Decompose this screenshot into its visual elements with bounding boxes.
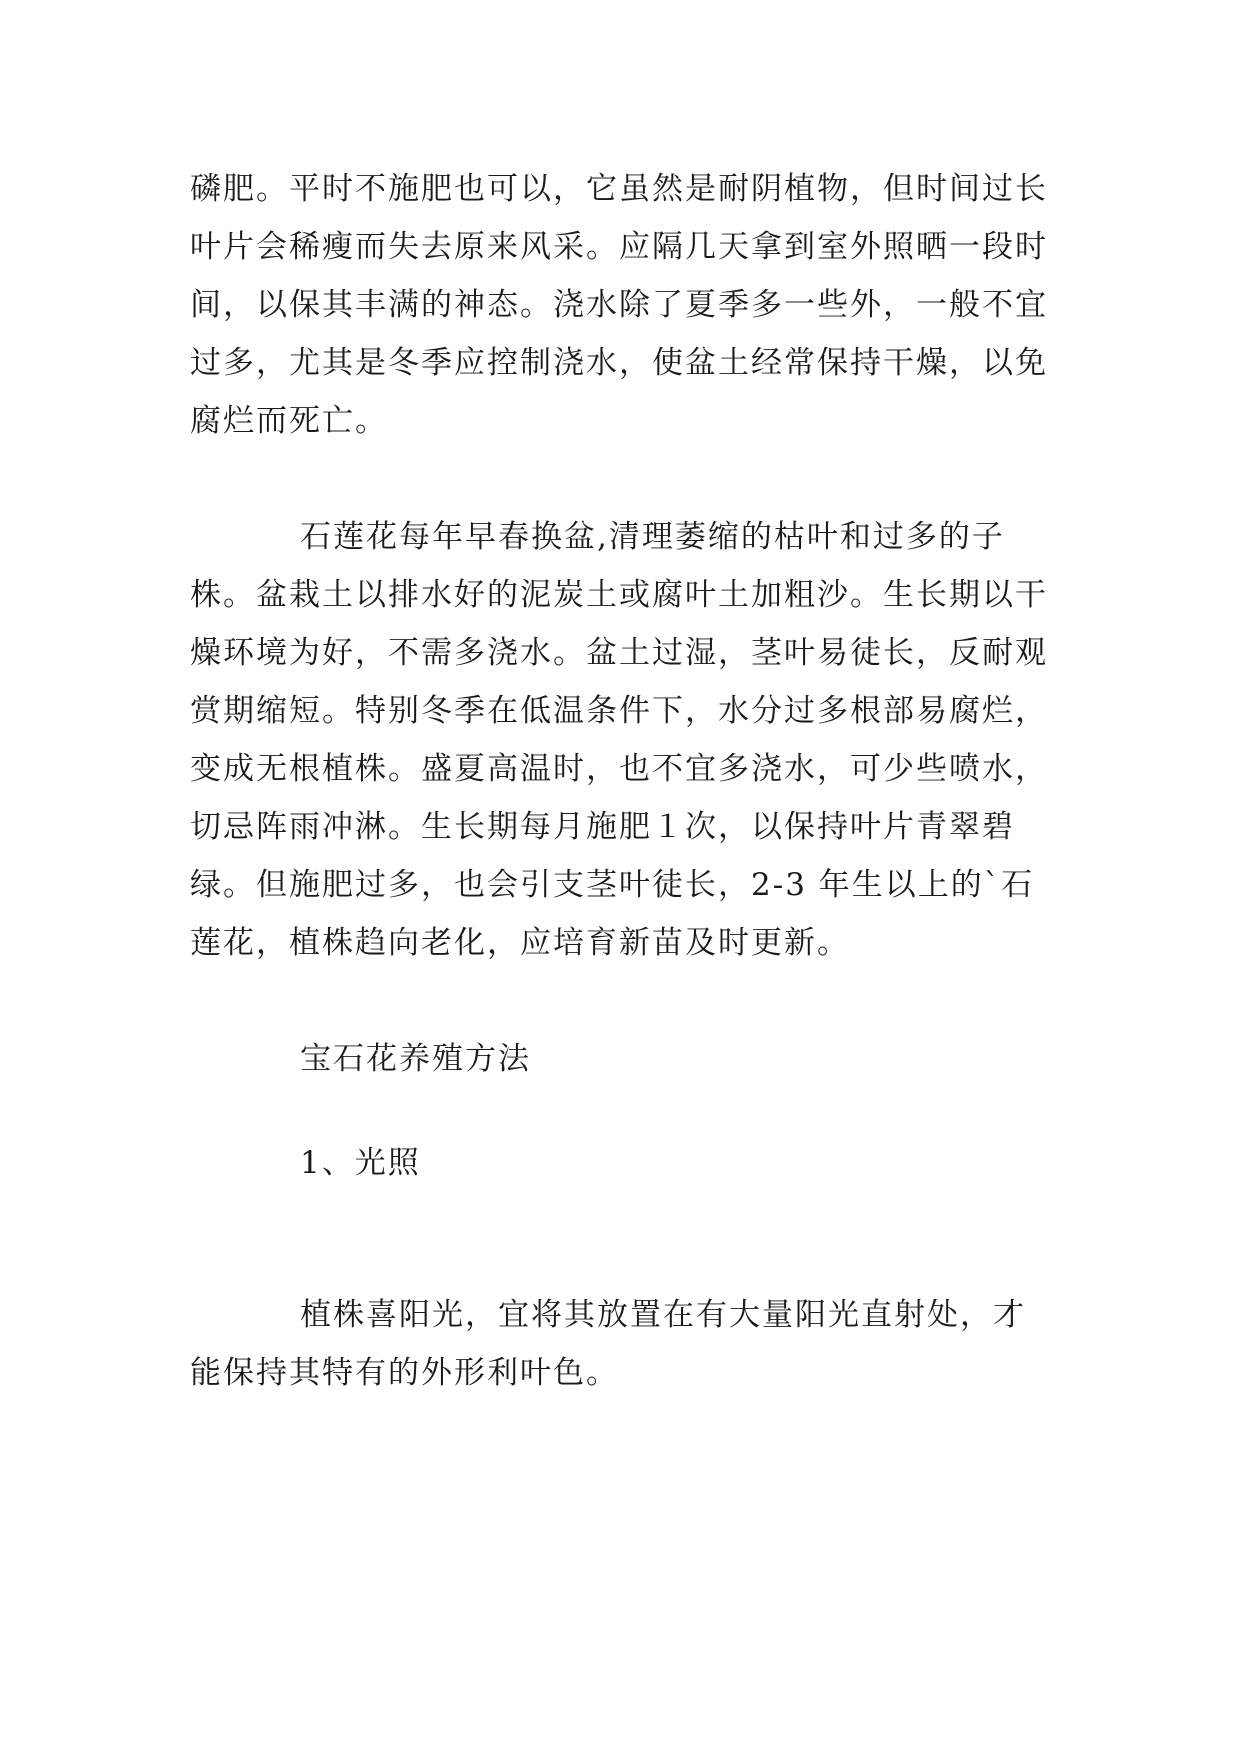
- paragraph-sunlight: 植株喜阳光，宜将其放置在有大量阳光直射处，才能保持其特有的外形利叶色。: [190, 1297, 1026, 1391]
- subsection-title: 1、光照: [300, 1145, 421, 1181]
- section-title: 宝石花养殖方法: [300, 1041, 531, 1077]
- paragraph-repotting: 石莲花每年早春换盆,清理萎缩的枯叶和过多的子株。盆栽土以排水好的泥炭土或腐叶土加粗沙。生长期以干燥环境为好，不需多浇水。盆土过湿，茎叶易徒长，反耐观赏期缩短。特别冬季在低温条件下，水分过多根部易腐烂，变成无根植株。盛夏高温时，也不宜多浇水，可少些喷水，切忌阵雨冲淋。生长期每月施肥１次，以保持叶片青翠碧绿。但施肥过多，也会引支茎叶徒长，2-3 年生以上的`石莲花，植株趋向老化，应培育新苗及时更新。: [190, 519, 1048, 961]
- paragraph-fertilizer-watering: 磷肥。平时不施肥也可以，它虽然是耐阴植物，但时间过长叶片会稀瘦而失去原来风采。应隔几天拿到室外照晒一段时间，以保其丰满的神态。浇水除了夏季多一些外，一般不宜过多，尤其是冬季应控制浇水，使盆土经常保持干燥，以免腐烂而死亡。: [190, 171, 1048, 439]
